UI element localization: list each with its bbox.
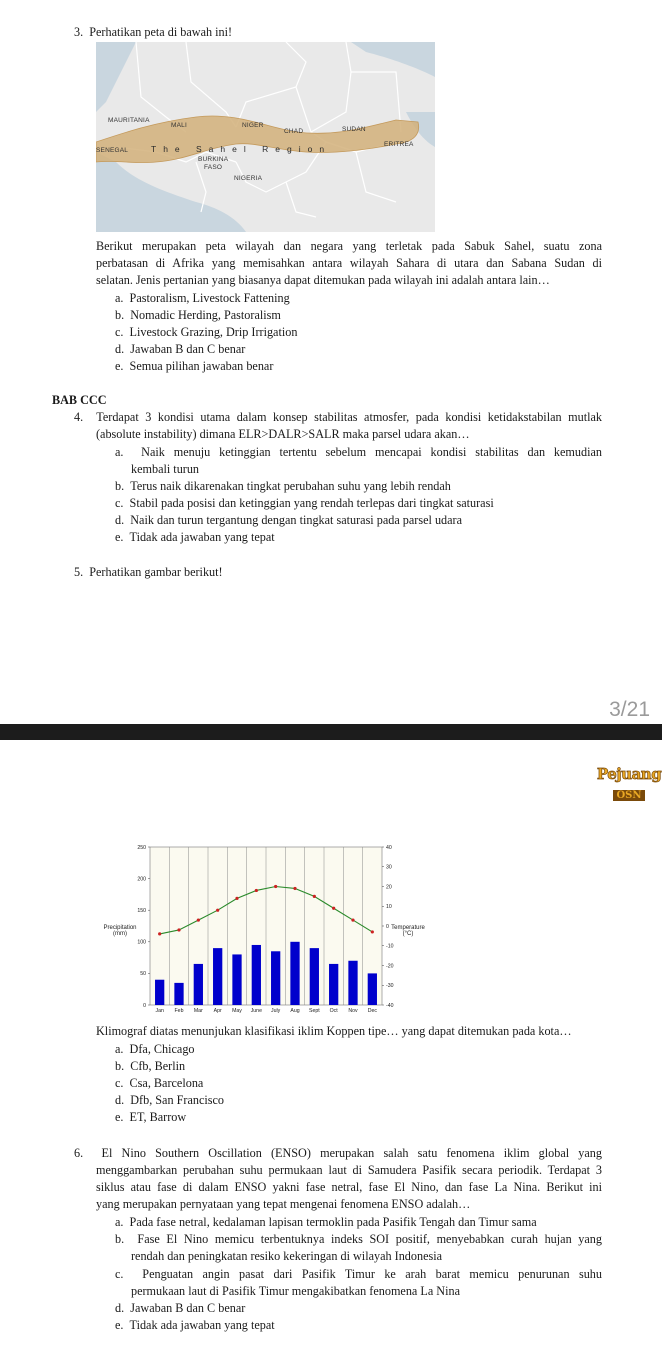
left-tick-label: 250 [137, 844, 146, 851]
q4-option-d: d. Naik dan turun tergantung dengan tingkat saturasi pada parsel udara [115, 513, 463, 527]
sahel-map-graphic [96, 42, 435, 232]
map-label-faso: FASO [204, 164, 223, 171]
q6-option-c-cont: permukaan laut di Pasifik Timur mengakibatkan fenomena La Nina [131, 1284, 460, 1298]
right-tick-label: 30 [386, 864, 392, 871]
precip-bar-aug [290, 942, 299, 1005]
left-tick-label: 200 [137, 876, 146, 883]
left-axis-title: Precipitation [103, 925, 137, 931]
q3-option-c: c. Livestock Grazing, Drip Irrigation [115, 325, 298, 339]
q6-option-e: e. Tidak ada jawaban yang tepat [115, 1318, 275, 1332]
month-label-oct: Oct [329, 1008, 338, 1014]
q3-option-a: a. Pastoralism, Livestock Fattening [115, 291, 290, 305]
left-tick-label: 0 [143, 1002, 146, 1009]
q6-option-d: d. Jawaban B dan C benar [115, 1301, 246, 1315]
precip-bar-may [232, 954, 241, 1005]
month-label-june: June [250, 1008, 262, 1014]
month-label-nov: Nov [348, 1008, 358, 1014]
right-tick-label: -40 [386, 1002, 394, 1009]
map-label-nigeria: NIGERIA [234, 175, 263, 182]
q6-option-a: a. Pada fase netral, kedalaman lapisan termoklin pada Pasifik Tengah dan Timur sama [115, 1215, 537, 1229]
month-label-dec: Dec [367, 1008, 377, 1014]
precip-bar-mar [194, 964, 203, 1005]
q3-paragraph-line: selatan. Jenis pertanian yang biasanya dapat ditemukan pada wilayah ini adalah antara lain… [96, 273, 550, 287]
right-tick-label: -20 [386, 963, 394, 970]
q3-option-e: e. Semua pilihan jawaban benar [115, 359, 274, 373]
month-label-sept: Sept [308, 1008, 320, 1014]
right-axis-title: Temperature [391, 925, 425, 931]
q6-stem-line: yang merupakan pernyataan yang tepat mengenai fenomena ENSO adalah… [96, 1197, 471, 1211]
q5-option-a: a. Dfa, Chicago [115, 1042, 195, 1056]
q6-option-b: b. Fase El Nino memicu terbentuknya indeks SOI positif, menyebabkan curah hujan yang [115, 1232, 602, 1246]
q4-option-a-cont: kembali turun [131, 462, 200, 476]
month-label-july: July [271, 1008, 281, 1014]
q6-stem-line: menggambarkan perubahan suhu permukaan laut di Samudera Pasifik secara periodik. Terdapat 3 [96, 1163, 602, 1177]
month-label-may: May [232, 1008, 242, 1014]
map-label-sahel: The Sahel Region [151, 144, 332, 154]
logo-line2: OSN [613, 790, 644, 801]
right-tick-label: 40 [386, 844, 392, 851]
q4-stem-line: (absolute instability) dimana ELR>DALR>SALR maka parsel udara akan… [96, 427, 470, 441]
page-divider [0, 724, 662, 740]
q3-paragraph-line: Berikut merupakan peta wilayah dan negara yang terletak pada Sabuk Sahel, suatu zona [96, 239, 602, 253]
q4-option-b: b. Terus naik dikarenakan tingkat perubahan suhu yang lebih rendah [115, 479, 451, 493]
sahel-map [96, 42, 435, 232]
map-label-chad: CHAD [284, 128, 304, 135]
month-label-feb: Feb [174, 1008, 184, 1014]
map-label-burkina: BURKINA [198, 156, 229, 163]
right-tick-label: -30 [386, 983, 394, 990]
map-label-eritrea: ERITREA [384, 141, 414, 148]
temperature-point-sept [313, 895, 316, 898]
temperature-point-apr [216, 909, 219, 912]
precip-bar-dec [368, 973, 377, 1005]
temperature-point-dec [371, 930, 374, 933]
climograph [90, 840, 435, 1018]
right-tick-label: 20 [386, 884, 392, 891]
precip-bar-apr [213, 948, 222, 1005]
q4-stem-line: 4. Terdapat 3 kondisi utama dalam konsep stabilitas atmosfer, pada kondisi ketidakstabilan mutlak [74, 410, 602, 424]
right-tick-label: 0 [386, 923, 389, 930]
q3-paragraph-line: perbatasan di Afrika yang memisahkan antara wilayah Sahara di utara dan Sabana Sudan di [96, 256, 602, 270]
q5-option-c: c. Csa, Barcelona [115, 1076, 204, 1090]
q6-stem-line: siklus atau fase di dalam ENSO yakni fase netral, fase El Nino, dan fase La Nina. Berikut ini [96, 1180, 602, 1194]
section-title: BAB CCC [52, 393, 107, 407]
q5-stem: 5. Perhatikan gambar berikut! [74, 565, 223, 579]
q3-option-b: b. Nomadic Herding, Pastoralism [115, 308, 281, 322]
temperature-point-aug [293, 887, 296, 890]
precip-bar-sept [310, 948, 319, 1005]
q3-option-d: d. Jawaban B dan C benar [115, 342, 246, 356]
left-tick-label: 100 [137, 939, 146, 946]
temperature-point-june [255, 889, 258, 892]
temperature-point-oct [332, 907, 335, 910]
temperature-point-jan [158, 932, 161, 935]
temperature-point-feb [177, 928, 180, 931]
page-indicator: 3/21 [609, 698, 650, 721]
right-axis-title: (°C) [402, 931, 414, 937]
map-label-mauritania: MAURITANIA [108, 117, 150, 124]
q5-option-d: d. Dfb, San Francisco [115, 1093, 224, 1107]
logo-line1: Pejuang [596, 765, 662, 783]
q4-option-a: a. Naik menuju ketinggian tertentu sebelum mencapai kondisi stabilitas dan kemudian [115, 445, 602, 459]
q5-option-b: b. Cfb, Berlin [115, 1059, 186, 1073]
q6-option-b-cont: rendah dan peningkatan resiko kekeringan di wilayah Indonesia [131, 1249, 443, 1263]
temperature-point-nov [351, 918, 354, 921]
temperature-point-mar [197, 918, 200, 921]
precip-bar-june [252, 945, 261, 1005]
temperature-point-may [235, 897, 238, 900]
left-tick-label: 50 [140, 971, 146, 978]
month-label-jan: Jan [155, 1008, 164, 1014]
q6-option-c: c. Penguatan angin pasat dari Pasifik Timur ke arah barat memicu penurunan suhu [115, 1267, 602, 1281]
precip-bar-feb [174, 983, 183, 1005]
pejuang-osn-logo [596, 765, 662, 802]
month-label-mar: Mar [193, 1008, 203, 1014]
q4-option-c: c. Stabil pada posisi dan ketinggian yang rendah terlepas dari tingkat saturasi [115, 496, 494, 510]
q4-option-e: e. Tidak ada jawaban yang tepat [115, 530, 275, 544]
q3-stem: 3. Perhatikan peta di bawah ini! [74, 25, 233, 39]
map-label-mali: MALI [171, 122, 187, 129]
precip-bar-oct [329, 964, 338, 1005]
right-tick-label: 10 [386, 904, 392, 911]
map-label-niger: NIGER [242, 122, 264, 129]
map-label-senegal: SENEGAL [96, 147, 129, 154]
q6-stem-line: 6. El Nino Southern Oscillation (ENSO) merupakan salah satu fenomena iklim global yang [74, 1146, 602, 1160]
left-axis-title: (mm) [113, 931, 127, 937]
map-label-sudan: SUDAN [342, 126, 366, 133]
left-tick-label: 150 [137, 908, 146, 914]
temperature-point-july [274, 885, 277, 888]
precip-bar-july [271, 951, 280, 1005]
month-label-apr: Apr [213, 1008, 222, 1014]
q5-question: Klimograf diatas menunjukan klasifikasi iklim Koppen tipe… yang dapat ditemukan pada kota… [96, 1024, 572, 1038]
month-label-aug: Aug [290, 1008, 300, 1014]
q5-option-e: e. ET, Barrow [115, 1110, 187, 1124]
right-tick-label: -10 [386, 943, 394, 950]
climograph-svg [90, 840, 435, 1018]
precip-bar-jan [155, 980, 164, 1005]
precip-bar-nov [348, 961, 357, 1005]
